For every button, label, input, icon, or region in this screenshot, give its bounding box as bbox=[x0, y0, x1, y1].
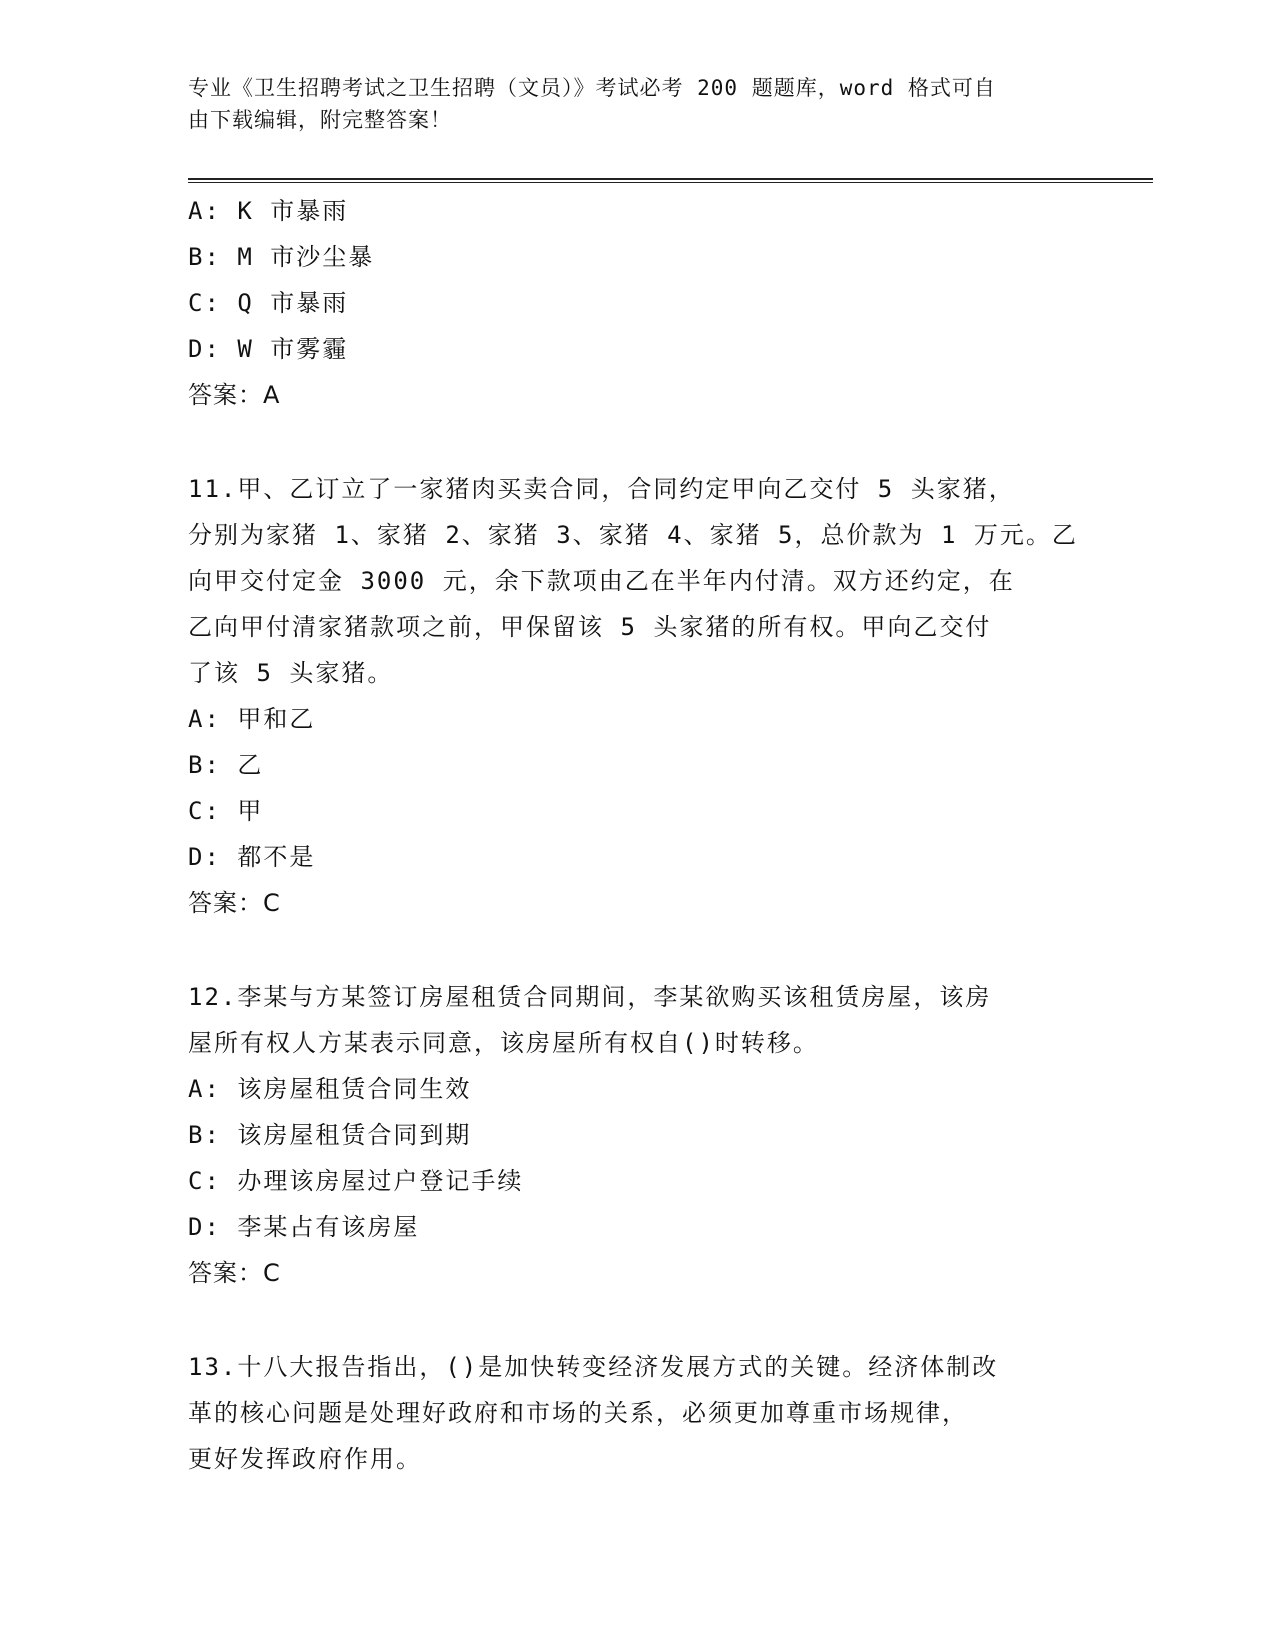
question-11 bbox=[188, 466, 1088, 926]
answer: 答案：C bbox=[188, 889, 281, 917]
question-stem-line: 更好发挥政府作用。 bbox=[188, 1445, 422, 1473]
question-13 bbox=[188, 1344, 1088, 1482]
option-a: A: K 市暴雨 bbox=[188, 197, 349, 225]
question-10 bbox=[188, 188, 1088, 418]
question-stem-line: 革的核心问题是处理好政府和市场的关系，必须更加尊重市场规律， bbox=[188, 1399, 968, 1427]
option-c: C: 甲 bbox=[188, 797, 264, 825]
option-c: C: 办理该房屋过户登记手续 bbox=[188, 1167, 524, 1195]
option-d: D: W 市雾霾 bbox=[188, 335, 349, 363]
header-divider-thin bbox=[188, 182, 1153, 183]
document-header bbox=[188, 72, 1068, 136]
option-b: B: 该房屋租赁合同到期 bbox=[188, 1121, 472, 1149]
option-a: A: 该房屋租赁合同生效 bbox=[188, 1075, 472, 1103]
answer: 答案：C bbox=[188, 1259, 281, 1287]
question-stem-line: 向甲交付定金 3000 元，余下款项由乙在半年内付清。双方还约定，在 bbox=[188, 567, 1015, 595]
question-stem-line: 11.甲、乙订立了一家猪肉买卖合同，合同约定甲向乙交付 5 头家猪， bbox=[188, 475, 1015, 503]
question-list bbox=[188, 188, 1088, 1482]
question-12 bbox=[188, 974, 1088, 1296]
option-d: D: 都不是 bbox=[188, 843, 316, 871]
question-stem-line: 13.十八大报告指出，()是加快转变经济发展方式的关键。经济体制改 bbox=[188, 1353, 999, 1381]
option-d: D: 李某占有该房屋 bbox=[188, 1213, 420, 1241]
question-stem-line: 了该 5 头家猪。 bbox=[188, 659, 394, 687]
header-line-2: 由下载编辑，附完整答案！ bbox=[188, 108, 452, 132]
header-divider-thick bbox=[188, 178, 1153, 180]
option-b: B: 乙 bbox=[188, 751, 264, 779]
question-stem-line: 12.李某与方某签订房屋租赁合同期间，李某欲购买该租赁房屋，该房 bbox=[188, 983, 992, 1011]
option-c: C: Q 市暴雨 bbox=[188, 289, 349, 317]
option-a: A: 甲和乙 bbox=[188, 705, 316, 733]
header-line-1: 专业《卫生招聘考试之卫生招聘（文员）》考试必考 200 题题库，word 格式可自 bbox=[188, 76, 996, 100]
question-stem-line: 乙向甲付清家猪款项之前，甲保留该 5 头家猪的所有权。甲向乙交付 bbox=[188, 613, 992, 641]
question-stem-line: 屋所有权人方某表示同意，该房屋所有权自()时转移。 bbox=[188, 1029, 819, 1057]
answer: 答案：A bbox=[188, 381, 281, 409]
question-stem-line: 分别为家猪 1、家猪 2、家猪 3、家猪 4、家猪 5，总价款为 1 万元。乙 bbox=[188, 521, 1078, 549]
option-b: B: M 市沙尘暴 bbox=[188, 243, 375, 271]
